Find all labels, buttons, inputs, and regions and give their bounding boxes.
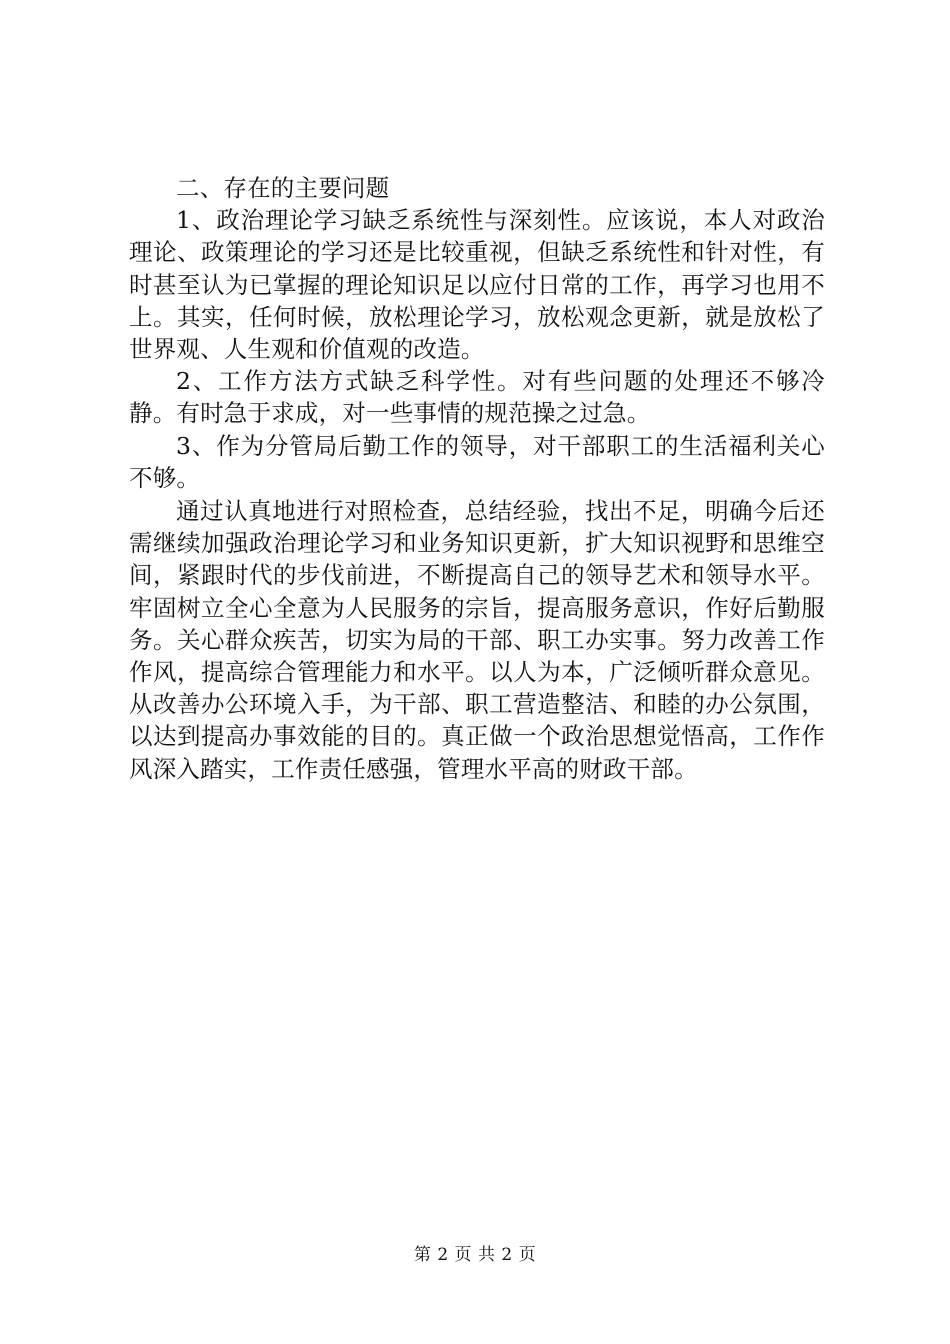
paragraph-issue-2: 2、工作方法方式缺乏科学性。对有些问题的处理还不够冷静。有时急于求成，对一些事情的规范操之过急。 [129, 367, 825, 428]
section-heading: 二、存在的主要问题 [176, 174, 390, 202]
paragraph-issue-3: 3、作为分管局后勤工作的领导，对干部职工的生活福利关心不够。 [129, 431, 825, 492]
paragraph-issue-1: 1、政治理论学习缺乏系统性与深刻性。应该说，本人对政治理论、政策理论的学习还是比较重视，但缺乏系统性和针对性，有时甚至认为已掌握的理论知识足以应付日常的工作，再学习也用不上。其实，任何时候，放松理论学习，放松观念更新，就是放松了世界观、人生观和价值观的改造。 [129, 206, 825, 364]
document-body [129, 172, 825, 785]
paragraph-conclusion: 通过认真地进行对照检查，总结经验，找出不足，明确今后还需继续加强政治理论学习和业务知识更新，扩大知识视野和思维空间，紧跟时代的步伐前进，不断提高自己的领导艺术和领导水平。牢固树立全心全意为人民服务的宗旨，提高服务意识，作好后勤服务。关心群众疾苦，切实为局的干部、职工办实事。努力改善工作作风，提高综合管理能力和水平。以人为本，广泛倾听群众意见。从改善办公环境入手，为干部、职工营造整洁、和睦的办公氛围，以达到提高办事效能的目的。真正做一个政治思想觉悟高，工作作风深入踏实，工作责任感强，管理水平高的财政干部。 [129, 497, 825, 783]
page-number-footer: 第 2 页 共 2 页 [413, 1245, 537, 1265]
